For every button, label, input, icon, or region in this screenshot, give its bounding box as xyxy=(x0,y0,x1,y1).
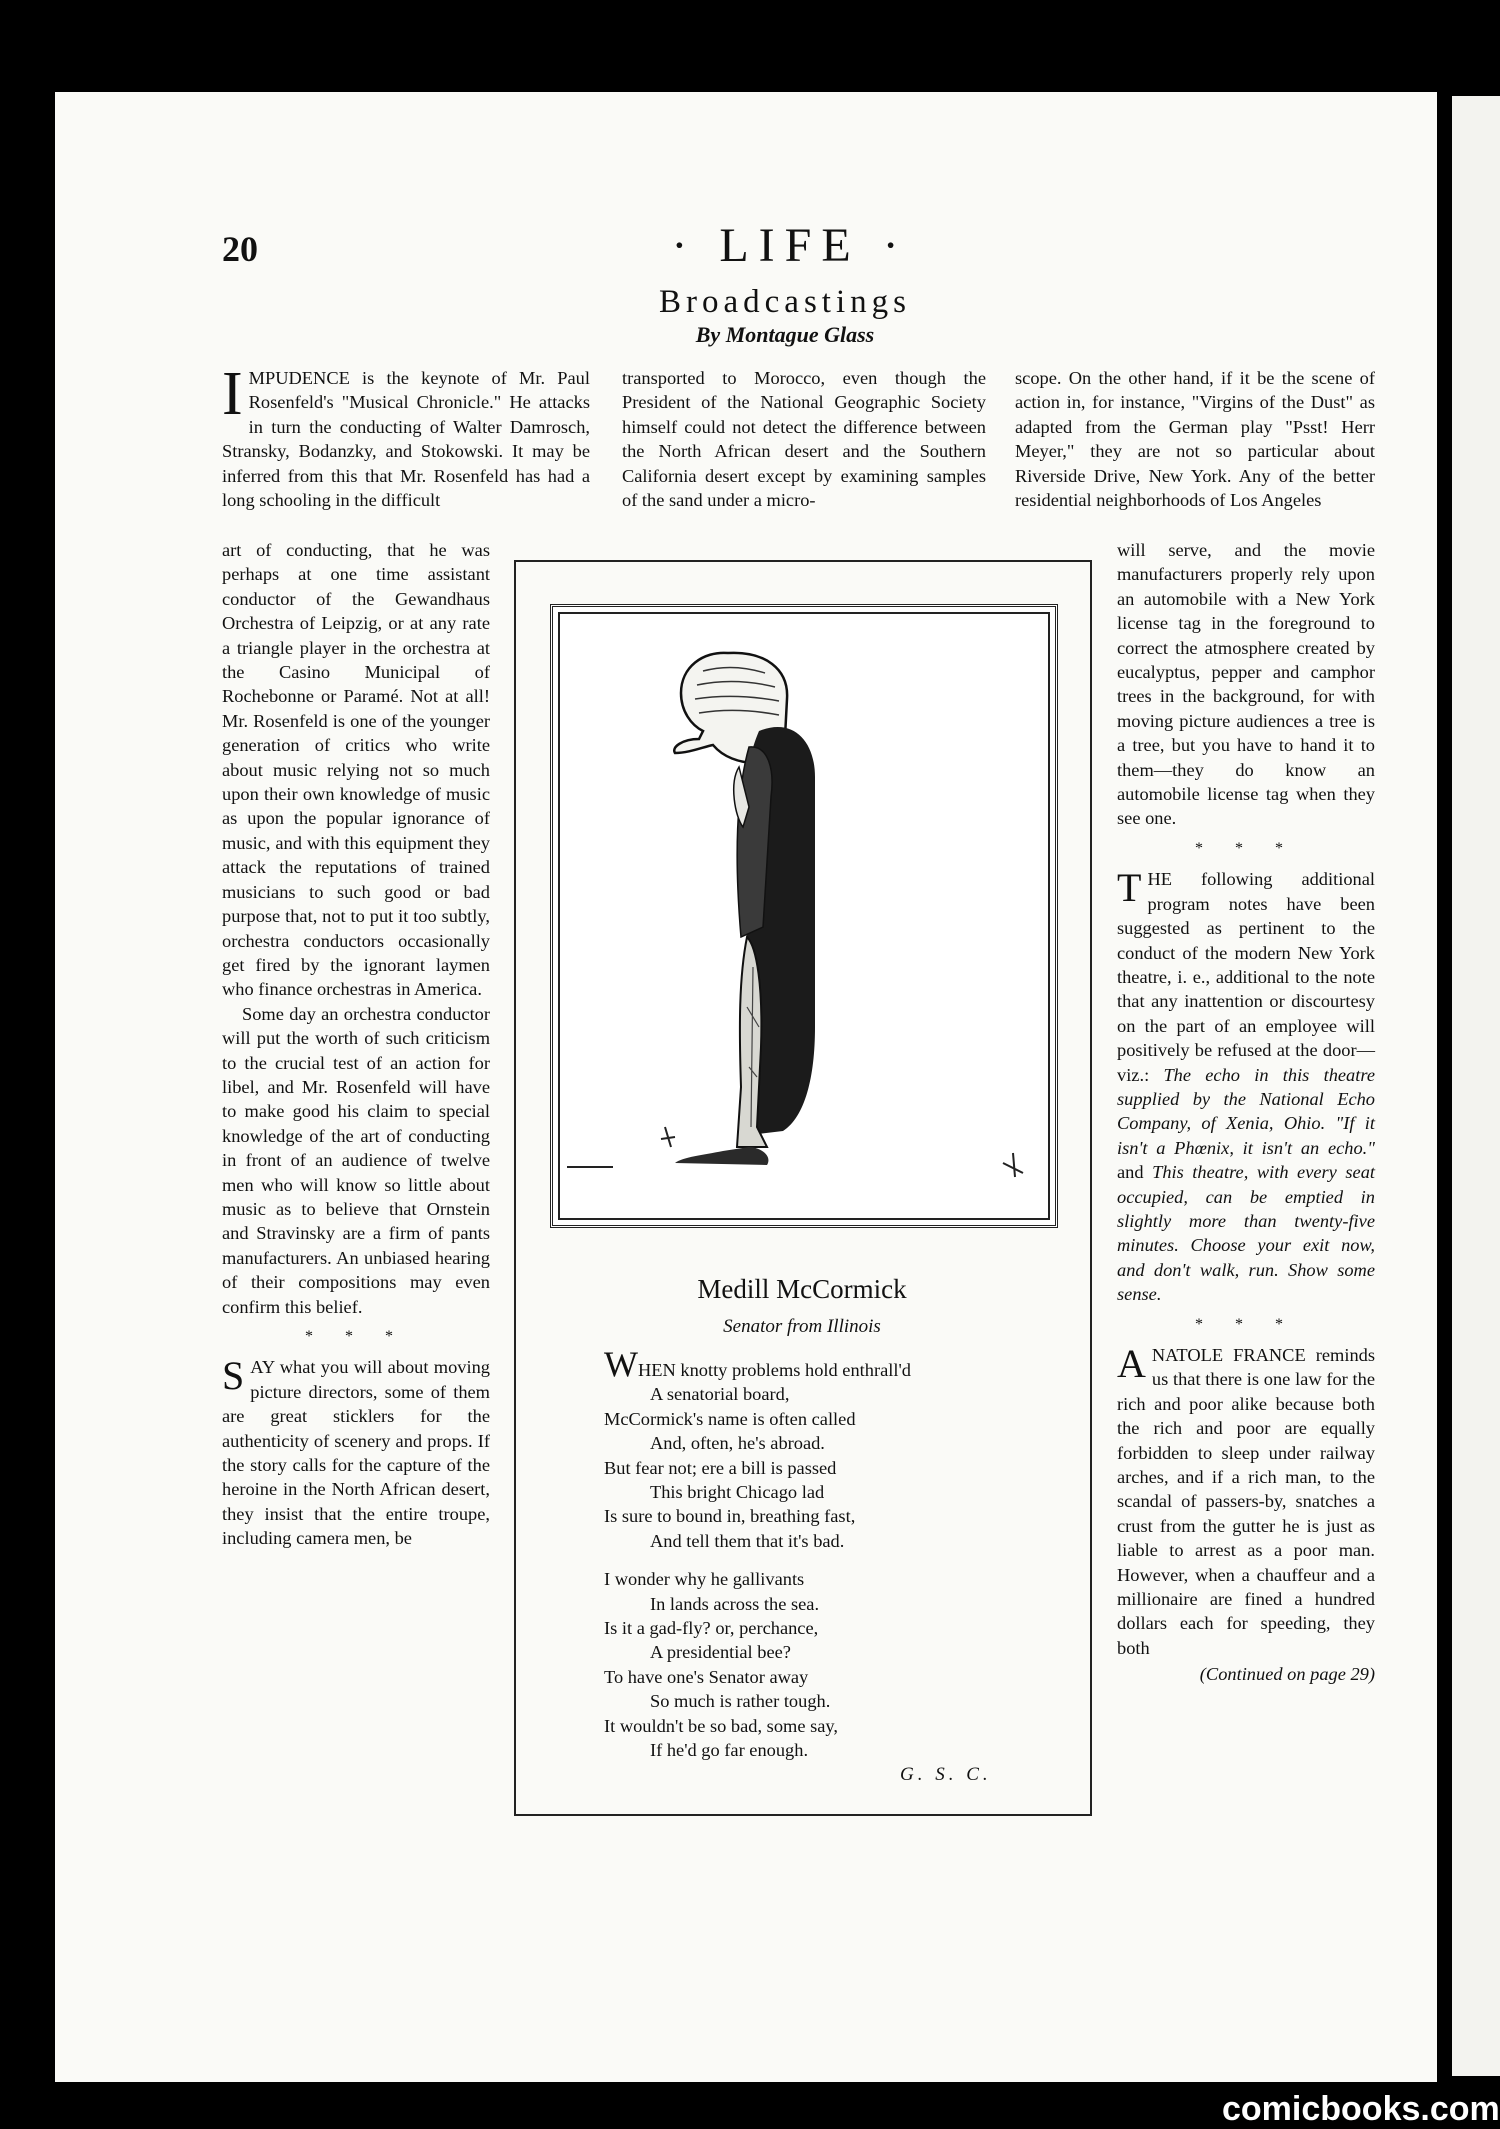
paragraph: art of conducting, that he was perhaps at one time assistant conductor of the Gewandhaus Orchestra of Leipzig, or at any rate a triangle player in the orchestra at the Casino Municipal of Rochebonne or Paramé. Not at all! Mr. Rosenfeld is one of the younger generation of critics who write about music relying not so much upon their own knowledge of music as upon the popular ignorance of music, and with this equipment they attack the reputations of trained musicians to such good or bad purpose that, not to put it too subtly, orchestra conductors occasionally get fired by the ignorant laymen who finance orchestras in America. xyxy=(222,540,490,1000)
drop-cap: T xyxy=(1117,865,1142,911)
article-headline: Broadcastings xyxy=(659,284,911,320)
poem-subtitle: Senator from Illinois xyxy=(723,1316,881,1337)
conjunction: and xyxy=(1117,1162,1144,1183)
paragraph: HE following additional program notes have been suggested as pertinent to the conduct of the modern New York theatre, i. e., additional to the note that any inattention or discourtesy on the part of an employee will positively be refused at the door—viz.: xyxy=(1117,869,1375,1085)
paragraph: scope. On the other hand, if it be the scene of action in, for instance, "Virgins of the Dust" as adapted from the German play "Psst! Herr Meyer," they are not so particular about Riverside Drive, New York. Any of the better residential neighborhoods of Los Angeles xyxy=(1015,368,1375,511)
column-1-top xyxy=(222,360,590,512)
watermark: comicbooks.com xyxy=(1222,2090,1500,2128)
drop-cap: I xyxy=(222,360,243,428)
poem-stanza-2 xyxy=(604,1567,1044,1762)
continuation-note: (Continued on page 29) xyxy=(1199,1664,1375,1685)
poem-line: McCormick's name is often called xyxy=(604,1408,856,1429)
column-3-narrow xyxy=(1117,538,1375,1687)
column-2 xyxy=(622,366,986,512)
poem-line: And tell them that it's bad. xyxy=(650,1530,845,1551)
poem-stanza-1 xyxy=(604,1344,1044,1553)
poem-line: A senatorial board, xyxy=(650,1384,790,1405)
column-1-narrow xyxy=(222,538,490,1551)
paragraph: NATOLE FRANCE reminds us that there is one law for the rich and poor alike because both the rich and poor are equally forbidden to sleep under railway arches, and if a rich man, to the scandal of passers-by, snatches a crust from the gutter he is just as liable to arrest as a poor man. However, when a chauffeur and a millionaire are fined a hundred dollars each for speeding, they both xyxy=(1117,1345,1375,1658)
paragraph: will serve, and the movie manufacturers properly rely upon an automobile with a New York license tag in the foreground to correct the atmosphere created by eucalyptus, pepper and camphor trees in the background, for with moving picture audiences a tree is a tree, but you have to hand it to them—they do know an automobile license tag when they see one. xyxy=(1117,540,1375,829)
poem-line: HEN knotty problems hold enthrall'd xyxy=(637,1360,911,1380)
paragraph: transported to Morocco, even though the President of the National Geographic Society himself could not detect the difference between the North African desert and the Southern California desert except by examining samples of the sand under a micro- xyxy=(622,368,986,511)
section-divider: * * * xyxy=(305,1328,407,1345)
poem-line: To have one's Senator away xyxy=(604,1666,809,1687)
poem-line: A presidential bee? xyxy=(650,1642,791,1663)
drop-cap: A xyxy=(1117,1341,1146,1386)
facing-page-edge xyxy=(1452,96,1500,2076)
italic-note: The echo in this theatre supplied by the National Echo Company, of Xenia, Ohio. "If it isn't a Phœnix, it isn't an echo." xyxy=(1117,1064,1375,1158)
poem-line: So much is rather tough. xyxy=(650,1691,831,1712)
poem-line: I wonder why he gallivants xyxy=(604,1569,805,1590)
caricature-drawing xyxy=(553,607,1055,1225)
column-3-top xyxy=(1015,366,1375,512)
poem-line: Is sure to bound in, breathing fast, xyxy=(604,1506,856,1527)
poem-title: Medill McCormick xyxy=(697,1274,907,1304)
poem-signature: G. S. C. xyxy=(900,1764,992,1785)
poem-line: If he'd go far enough. xyxy=(650,1740,809,1761)
poem-line: Is it a gad-fly? or, perchance, xyxy=(604,1618,819,1639)
section-divider: * * * xyxy=(1195,839,1297,857)
page-number: 20 xyxy=(222,229,258,269)
poem-line: In lands across the sea. xyxy=(650,1593,820,1614)
poem-line: And, often, he's abroad. xyxy=(650,1433,825,1454)
poem-line: This bright Chicago lad xyxy=(650,1482,825,1503)
masthead: · LIFE · xyxy=(671,219,909,272)
poem-line: It wouldn't be so bad, some say, xyxy=(604,1715,839,1736)
paragraph: MPUDENCE is the keynote of Mr. Paul Rosenfeld's "Musical Chronicle." He attacks in turn the conducting of Walter Damrosch, Stransky, Bodanzky, and Stokowski. It may be inferred from this that Mr. Rosenfeld has had a long schooling in the difficult xyxy=(222,368,590,511)
paragraph: Some day an orchestra conductor will put the worth of such criticism to the crucial test of an action for libel, and Mr. Rosenfeld will have to make good his claim to special knowledge of the art of conducting in front of an audience of twelve men who will know so little about music as to believe that Ornstein and Stravinsky are a firm of pants manufacturers. An unbiased hearing of their compositions may even confirm this belief. xyxy=(222,1003,490,1317)
italic-note: This theatre, with every seat occupied, can be emptied in slightly more than twenty-five minutes. Choose your exit now, and don't walk, run. Show some sense. xyxy=(1117,1162,1375,1305)
drop-cap: S xyxy=(222,1353,245,1399)
section-divider: * * * xyxy=(1195,1315,1297,1333)
poem xyxy=(604,1344,1044,1777)
poem-line: But fear not; ere a bill is passed xyxy=(604,1457,837,1478)
paragraph: AY what you will about moving picture directors, some of them are great sticklers for the authenticity of scenery and props. If the story calls for the capture of the heroine in the North African desert, they insist that the entire troupe, including camera men, be xyxy=(222,1357,490,1549)
article-byline: By Montague Glass xyxy=(695,322,875,347)
caricature-illustration xyxy=(550,604,1058,1228)
drop-cap: W xyxy=(604,1344,638,1384)
